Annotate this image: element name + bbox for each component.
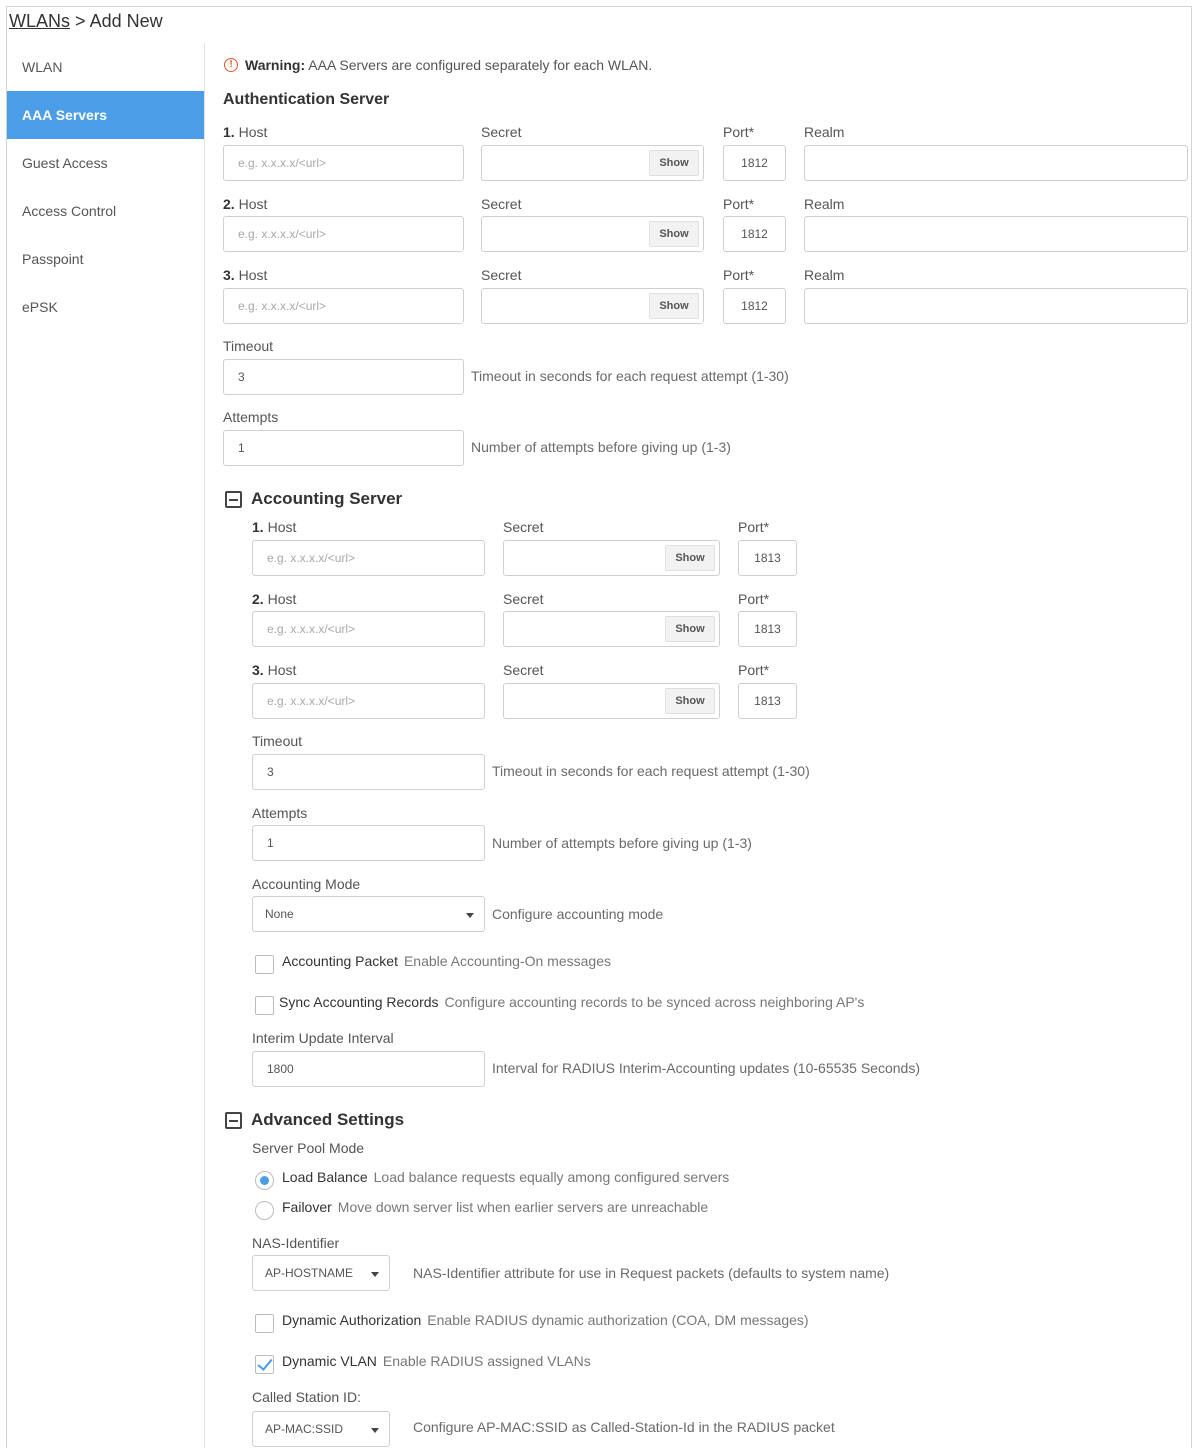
auth-attempts-hint: Number of attempts before giving up (1-3) [471,439,731,455]
nas-identifier-hint: NAS-Identifier attribute for use in Request packets (defaults to system name) [413,1265,890,1281]
acct-secret-1-label: Secret [503,519,544,535]
acct-host-3-label: 3. Host [252,662,297,678]
called-station-id-label: Called Station ID: [252,1389,361,1405]
auth-port-2-label: Port* [723,196,755,212]
acct-secret-2-show-button[interactable]: Show [665,616,715,642]
nas-identifier-select[interactable] [252,1255,390,1291]
acct-mode-value: None [265,907,294,921]
acct-host-1-input[interactable] [252,540,485,576]
accounting-packet-option [282,953,611,969]
failover-desc: Move down server list when earlier servers are unreachable [337,1199,709,1215]
dynamic-authorization-desc: Enable RADIUS dynamic authorization (COA, DM messages) [427,1312,809,1328]
called-station-id-hint: Configure AP-MAC:SSID as Called-Station-Id in the RADIUS packet [413,1419,835,1435]
acct-secret-1-field [503,540,720,576]
auth-realm-1-input[interactable] [804,145,1188,181]
acct-host-2-label: 2. Host [252,591,297,607]
acct-host-1-label: 1. Host [252,519,297,535]
acct-secret-2-field [503,611,720,647]
sidebar-item-wlan[interactable]: WLAN [22,59,63,75]
auth-secret-3-field [481,288,704,324]
breadcrumb-wlans-link[interactable]: WLANs [9,11,71,31]
warning-text: AAA Servers are configured separately for each WLAN. [308,57,653,73]
called-station-id-value: AP-MAC:SSID [265,1422,344,1436]
auth-host-2-label: 2. Host [223,196,268,212]
auth-host-2-input[interactable] [223,216,464,252]
auth-port-3-label: Port* [723,267,755,283]
dynamic-vlan-label: Dynamic VLAN [282,1353,377,1369]
auth-secret-1-field [481,145,704,181]
breadcrumb-separator: > [75,11,86,31]
called-station-id-select[interactable] [252,1411,390,1447]
acct-secret-3-label: Secret [503,662,544,678]
warning-message [245,57,652,73]
acct-port-3-label: Port* [738,662,770,678]
nas-identifier-label: NAS-Identifier [252,1235,340,1251]
acct-secret-1-show-button[interactable]: Show [665,545,715,571]
auth-timeout-label: Timeout [223,338,274,354]
auth-secret-1-label: Secret [481,124,522,140]
acct-secret-3-show-button[interactable]: Show [665,688,715,714]
auth-host-3-input[interactable] [223,288,464,324]
acct-timeout-hint: Timeout in seconds for each request attempt (1-30) [492,763,810,779]
acct-port-2-label: Port* [738,591,770,607]
auth-realm-3-label: Realm [804,267,845,283]
auth-realm-2-input[interactable] [804,216,1188,252]
accounting-collapse-icon[interactable] [225,491,242,508]
auth-secret-3-input[interactable] [488,293,638,319]
sync-accounting-label: Sync Accounting Records [279,994,439,1010]
acct-attempts-label: Attempts [252,805,308,821]
auth-secret-3-label: Secret [481,267,522,283]
auth-secret-2-label: Secret [481,196,522,212]
interim-interval-hint: Interval for RADIUS Interim-Accounting updates (10-65535 Seconds) [492,1060,920,1076]
acct-port-1-label: Port* [738,519,770,535]
failover-option [282,1199,708,1215]
acct-attempts-input[interactable] [252,825,485,861]
auth-secret-1-input[interactable] [488,150,638,176]
auth-port-2-input[interactable] [723,216,786,252]
breadcrumb [9,11,163,32]
auth-attempts-label: Attempts [223,409,279,425]
dynamic-authorization-option [282,1312,809,1328]
auth-secret-2-field [481,216,704,252]
acct-secret-3-field [503,683,720,719]
acct-secret-1-input[interactable] [510,545,660,571]
dynamic-authorization-label: Dynamic Authorization [282,1312,422,1328]
interim-interval-input[interactable] [252,1051,485,1087]
acct-host-3-input[interactable] [252,683,485,719]
acct-host-2-input[interactable] [252,611,485,647]
accounting-packet-checkbox[interactable] [255,955,274,974]
dynamic-vlan-checkbox[interactable] [255,1355,274,1374]
auth-timeout-input[interactable] [223,359,464,395]
failover-radio[interactable] [255,1201,274,1220]
auth-secret-2-input[interactable] [488,221,638,247]
acct-port-2-input[interactable] [738,611,797,647]
acct-port-1-input[interactable] [738,540,797,576]
sidebar-item-guest-access[interactable]: Guest Access [22,155,108,171]
warning-title: Warning: [245,57,306,73]
sidebar [7,43,205,1448]
load-balance-desc: Load balance requests equally among configured servers [373,1169,730,1185]
auth-secret-2-show-button[interactable]: Show [649,221,699,247]
sidebar-item-access-control[interactable]: Access Control [22,203,117,219]
auth-port-1-label: Port* [723,124,755,140]
warning-icon: ! [224,58,238,72]
sync-accounting-checkbox[interactable] [255,996,274,1015]
auth-realm-1-label: Realm [804,124,845,140]
auth-host-1-label: 1. Host [223,124,268,140]
dynamic-authorization-checkbox[interactable] [255,1314,274,1333]
auth-timeout-hint: Timeout in seconds for each request attempt (1-30) [471,368,789,384]
sidebar-item-epsk[interactable]: ePSK [22,299,58,315]
nas-identifier-value: AP-HOSTNAME [265,1266,354,1280]
chevron-down-icon [371,1272,379,1277]
load-balance-option [282,1169,729,1185]
auth-section-title: Authentication Server [223,91,390,108]
auth-secret-3-show-button[interactable]: Show [649,293,699,319]
sync-accounting-option [279,994,864,1010]
load-balance-label: Load Balance [282,1169,368,1185]
acct-secret-2-label: Secret [503,591,544,607]
auth-secret-1-show-button[interactable]: Show [649,150,699,176]
breadcrumb-current: Add New [89,11,163,31]
load-balance-radio[interactable] [255,1171,274,1190]
acct-secret-3-input[interactable] [510,688,660,714]
accounting-packet-label: Accounting Packet [282,953,398,969]
dynamic-vlan-option [282,1353,591,1369]
chevron-down-icon [466,913,474,918]
acct-timeout-input[interactable] [252,754,485,790]
server-pool-mode-label: Server Pool Mode [252,1140,365,1156]
auth-host-3-label: 3. Host [223,267,268,283]
sync-accounting-desc: Configure accounting records to be synced across neighboring AP's [444,994,865,1010]
acct-secret-2-input[interactable] [510,616,660,642]
acct-section-title: Accounting Server [251,489,403,508]
chevron-down-icon [371,1428,379,1433]
acct-attempts-hint: Number of attempts before giving up (1-3) [492,835,752,851]
auth-port-3-input[interactable] [723,288,786,324]
acct-timeout-label: Timeout [252,733,303,749]
auth-realm-2-label: Realm [804,196,845,212]
accounting-packet-desc: Enable Accounting-On messages [403,953,611,969]
auth-host-1-input[interactable] [223,145,464,181]
dynamic-vlan-desc: Enable RADIUS assigned VLANs [382,1353,591,1369]
sidebar-item-aaa-servers[interactable]: AAA Servers [7,91,204,139]
auth-realm-3-input[interactable] [804,288,1188,324]
advanced-collapse-icon[interactable] [225,1112,242,1129]
sidebar-item-passpoint[interactable]: Passpoint [22,251,84,267]
acct-mode-label: Accounting Mode [252,876,361,892]
acct-port-3-input[interactable] [738,683,797,719]
interim-interval-label: Interim Update Interval [252,1030,394,1046]
auth-attempts-input[interactable] [223,430,464,466]
auth-port-1-input[interactable] [723,145,786,181]
page-frame [6,6,1192,1448]
acct-mode-select[interactable] [252,896,485,932]
failover-label: Failover [282,1199,332,1215]
advanced-section-title: Advanced Settings [251,1110,405,1129]
acct-mode-hint: Configure accounting mode [492,906,664,922]
